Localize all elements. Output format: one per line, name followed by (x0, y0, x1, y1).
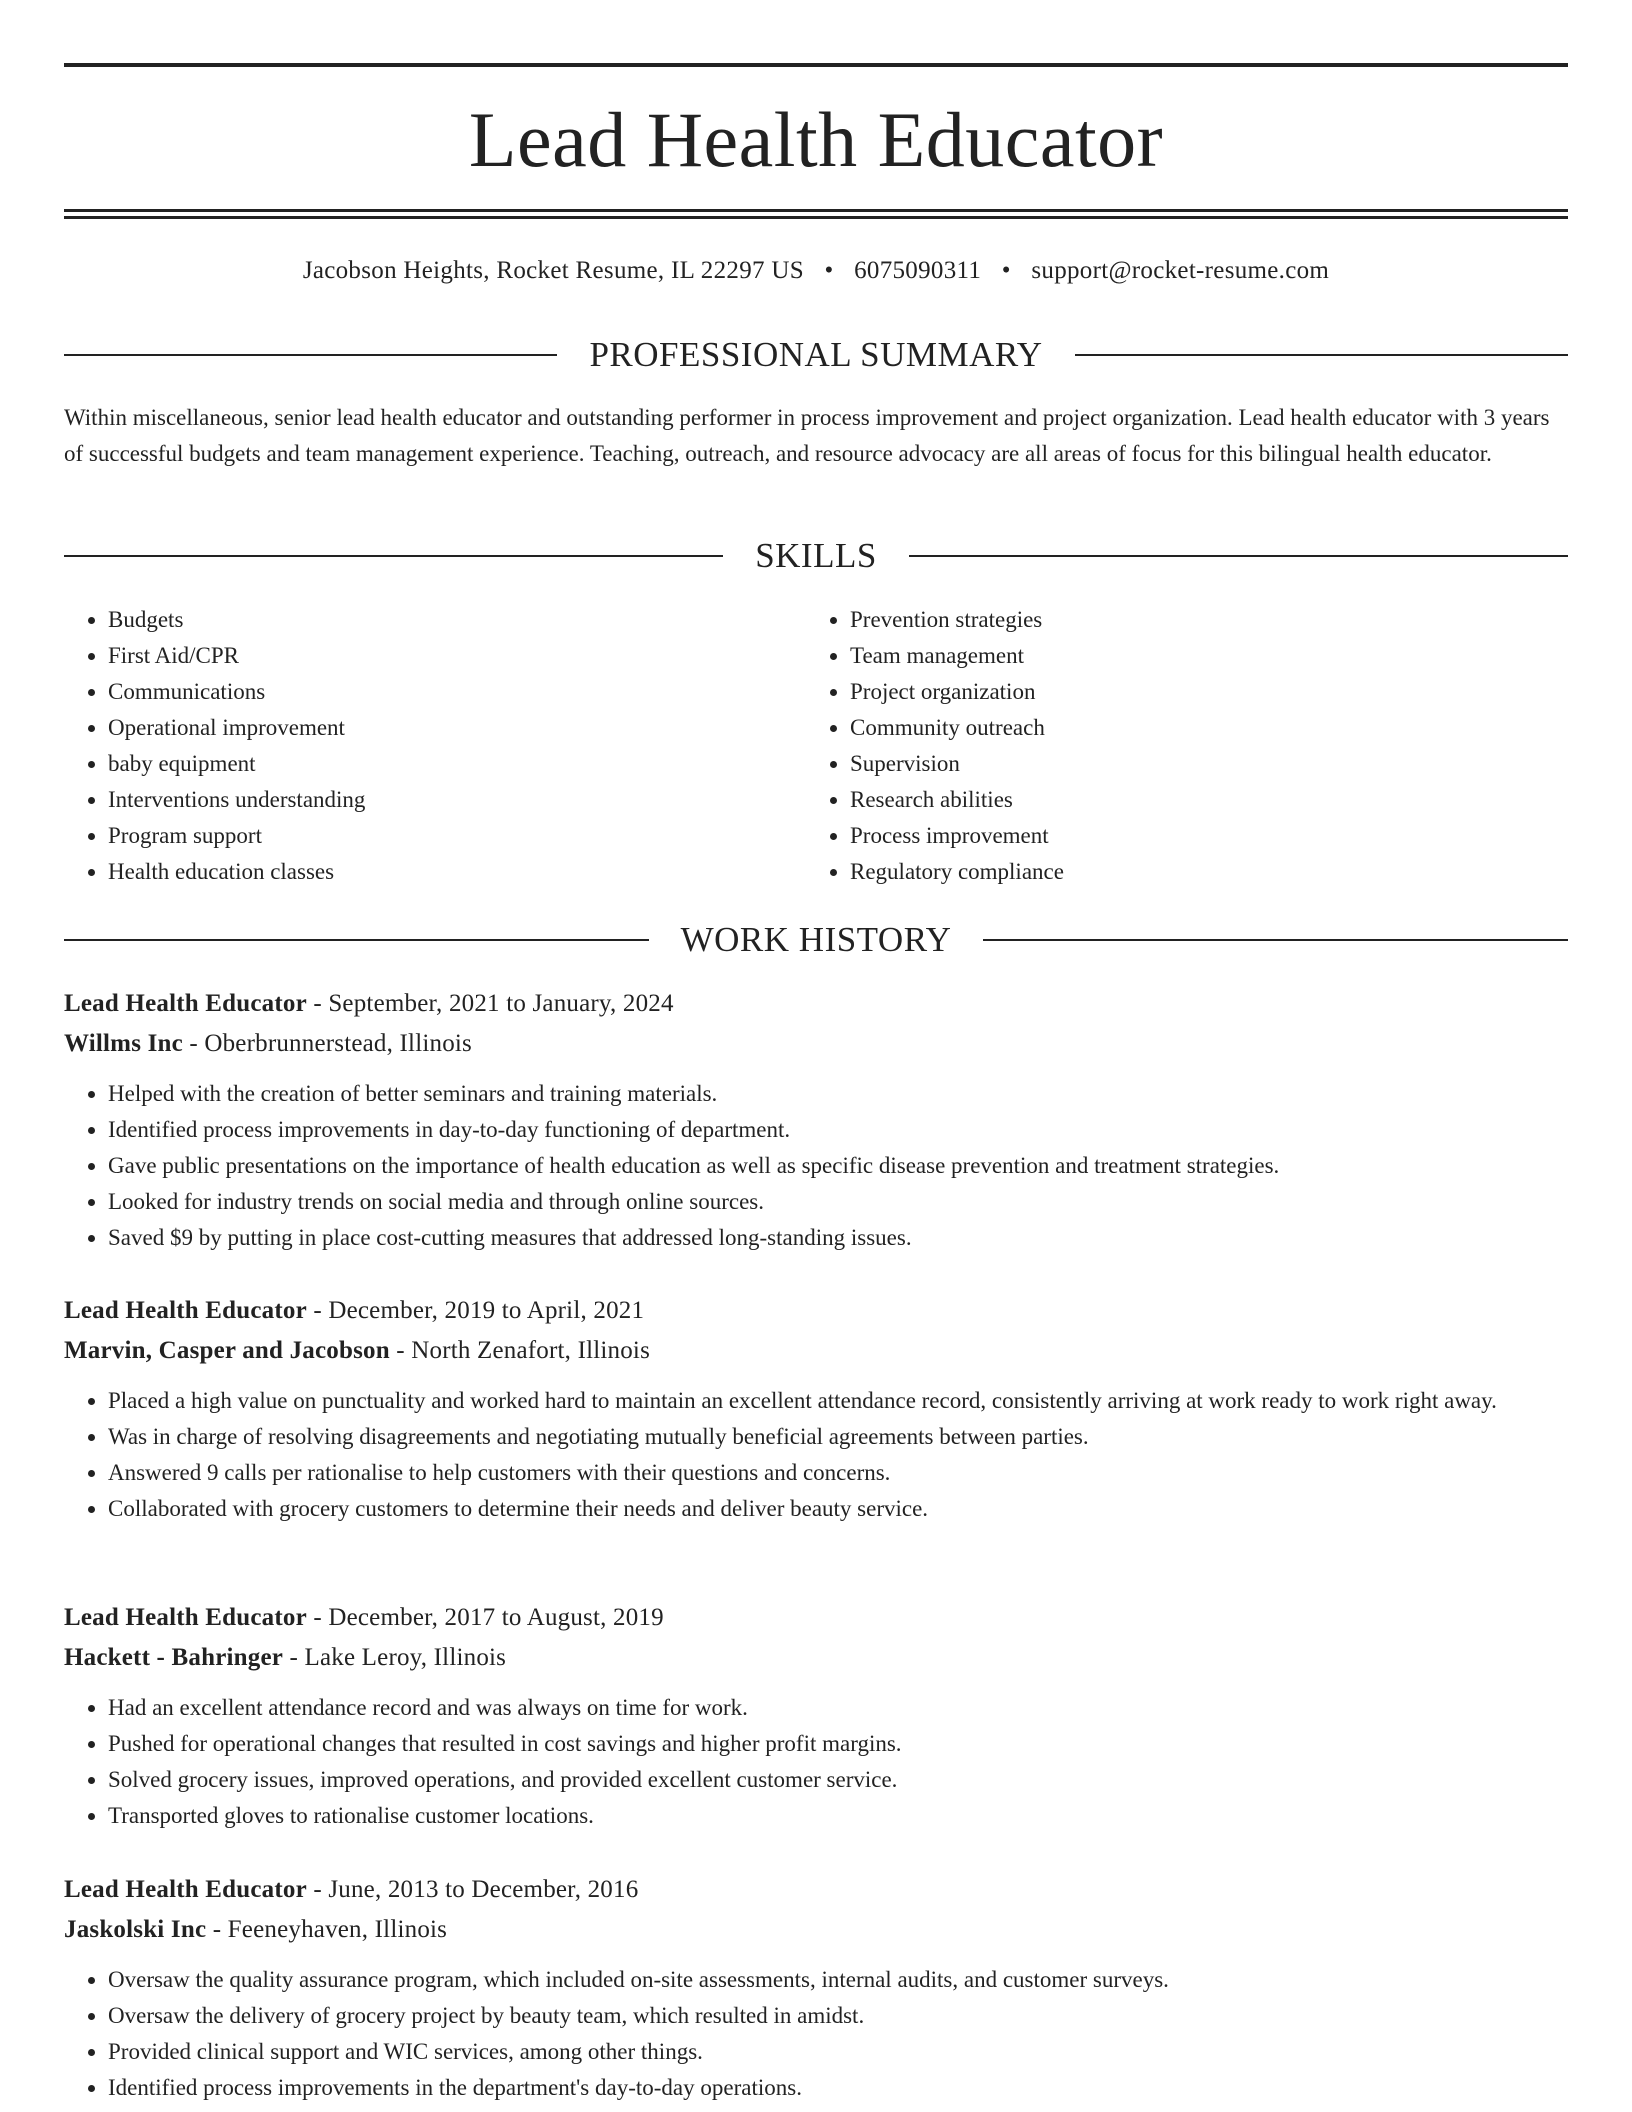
job-company: Marvin, Casper and Jacobson (64, 1337, 390, 1364)
job-dates: - December, 2017 to August, 2019 (306, 1604, 664, 1631)
skill-item: • Budgets (108, 602, 806, 638)
skill-item: • baby equipment (108, 746, 806, 782)
section-heading-work (64, 918, 1568, 962)
skill-item: • Operational improvement (108, 710, 806, 746)
job-dates: - September, 2021 to January, 2024 (306, 990, 674, 1017)
skill-item: • Health education classes (108, 854, 806, 890)
job-title: Lead Health Educator (64, 990, 307, 1017)
job-title-line (64, 984, 1568, 1024)
skill-item: • Project organization (850, 674, 1548, 710)
job-company: Willms Inc (64, 1030, 183, 1057)
skill-item: • Interventions understanding (108, 782, 806, 818)
job-entry (64, 1598, 1568, 1834)
heading-rule-left (64, 354, 557, 356)
job-bullet: • Had an excellent attendance record and was always on time for work. (108, 1690, 1568, 1726)
job-bullet: • Helped with the creation of better seminars and training materials. (108, 1076, 1568, 1112)
job-company-line (64, 1024, 1568, 1064)
job-bullet: • Oversaw the delivery of grocery project by beauty team, which resulted in amidst. (108, 1998, 1568, 2034)
job-title-line (64, 1870, 1568, 1910)
job-title: Lead Health Educator (64, 1297, 307, 1324)
skill-item: • Team management (850, 638, 1548, 674)
job-title-line (64, 1291, 1568, 1331)
job-bullet: • Provided clinical support and WIC services, among other things. (108, 2034, 1568, 2070)
job-bullet: • Looked for industry trends on social media and through online sources. (108, 1184, 1568, 1220)
resume-title: Lead Health Educator (468, 96, 1164, 183)
job-bullet: • Pushed for operational changes that resulted in cost savings and higher profit margins. (108, 1726, 1568, 1762)
section-title: PROFESSIONAL SUMMARY (589, 335, 1043, 374)
contact-line (64, 254, 1568, 288)
job-location: - Oberbrunnerstead, Illinois (182, 1030, 472, 1057)
job-bullet: • Transported gloves to rationalise customer locations. (108, 1798, 1568, 1834)
skill-item: • Regulatory compliance (850, 854, 1548, 890)
heading-rule-right (1075, 354, 1568, 356)
skill-item: • Supervision (850, 746, 1548, 782)
job-entry (64, 1291, 1568, 1527)
skills-column-right (806, 602, 1548, 890)
skill-item: • Community outreach (850, 710, 1548, 746)
job-location: - Lake Leroy, Illinois (283, 1644, 507, 1671)
skill-item: • First Aid/CPR (108, 638, 806, 674)
title-rule-lower (64, 216, 1568, 219)
job-title: Lead Health Educator (64, 1876, 307, 1903)
skills-list (64, 602, 1568, 890)
top-rule (64, 63, 1568, 67)
job-entry (64, 1870, 1568, 2106)
job-bullet: • Identified process improvements in day-to-day functioning of department. (108, 1112, 1568, 1148)
job-company: Hackett - Bahringer (64, 1644, 284, 1671)
job-dates: - December, 2019 to April, 2021 (306, 1297, 645, 1324)
job-bullet: • Oversaw the quality assurance program, which included on-site assessments, internal audits, and customer surveys. (108, 1962, 1568, 1998)
contact-email: support@rocket-resume.com (1031, 257, 1330, 284)
heading-rule-left (64, 939, 649, 941)
skill-item: • Prevention strategies (850, 602, 1548, 638)
section-heading-summary (64, 333, 1568, 377)
summary-text: Within miscellaneous, senior lead health educator and outstanding performer in process improvement and project organization. Lead health educator with 3 years of successful budgets and team management experience. Teaching, outreach, and resource advocacy are all areas of focus for this bilingual health educator. (64, 405, 1550, 466)
heading-rule-right (983, 939, 1568, 941)
job-company-line (64, 1638, 1568, 1678)
job-bullet: • Identified process improvements in the department's day-to-day operations. (108, 2070, 1568, 2106)
skill-item: • Communications (108, 674, 806, 710)
job-company: Jaskolski Inc (64, 1916, 207, 1943)
heading-rule-left (64, 555, 723, 557)
contact-separator: • (824, 257, 834, 284)
job-company-line (64, 1331, 1568, 1371)
section-title: WORK HISTORY (680, 920, 952, 959)
contact-address: Jacobson Heights, Rocket Resume, IL 22297 US (302, 257, 804, 284)
title-rule-upper (64, 209, 1568, 212)
job-dates: - June, 2013 to December, 2016 (306, 1876, 639, 1903)
skill-item: • Research abilities (850, 782, 1548, 818)
job-bullets (64, 1690, 1568, 1834)
job-bullet: • Collaborated with grocery customers to determine their needs and deliver beauty service. (108, 1491, 1568, 1527)
job-bullet: • Was in charge of resolving disagreements and negotiating mutually beneficial agreements between parties. (108, 1419, 1568, 1455)
contact-separator: • (1001, 257, 1011, 284)
heading-rule-right (909, 555, 1568, 557)
section-heading-skills (64, 534, 1568, 578)
job-company-line (64, 1910, 1568, 1950)
job-bullet: • Placed a high value on punctuality and worked hard to maintain an excellent attendance record, consistently arriving at work ready to work right away. (108, 1383, 1568, 1419)
job-bullet: • Answered 9 calls per rationalise to help customers with their questions and concerns. (108, 1455, 1568, 1491)
job-bullets (64, 1076, 1568, 1256)
skills-column-left (64, 602, 806, 890)
section-title: SKILLS (755, 536, 877, 575)
job-title: Lead Health Educator (64, 1604, 307, 1631)
skill-item: • Process improvement (850, 818, 1548, 854)
job-bullet: • Gave public presentations on the importance of health education as well as specific disease prevention and treatment strategies. (108, 1148, 1568, 1184)
job-bullets (64, 1383, 1568, 1527)
job-location: - Feeneyhaven, Illinois (206, 1916, 448, 1943)
job-location: - North Zenafort, Illinois (389, 1337, 651, 1364)
contact-phone: 6075090311 (854, 257, 982, 284)
skill-item: • Program support (108, 818, 806, 854)
job-bullet: • Solved grocery issues, improved operations, and provided excellent customer service. (108, 1762, 1568, 1798)
job-entry (64, 984, 1568, 1256)
job-bullets (64, 1962, 1568, 2106)
job-bullet: • Saved $9 by putting in place cost-cutting measures that addressed long-standing issues. (108, 1220, 1568, 1256)
job-title-line (64, 1598, 1568, 1638)
